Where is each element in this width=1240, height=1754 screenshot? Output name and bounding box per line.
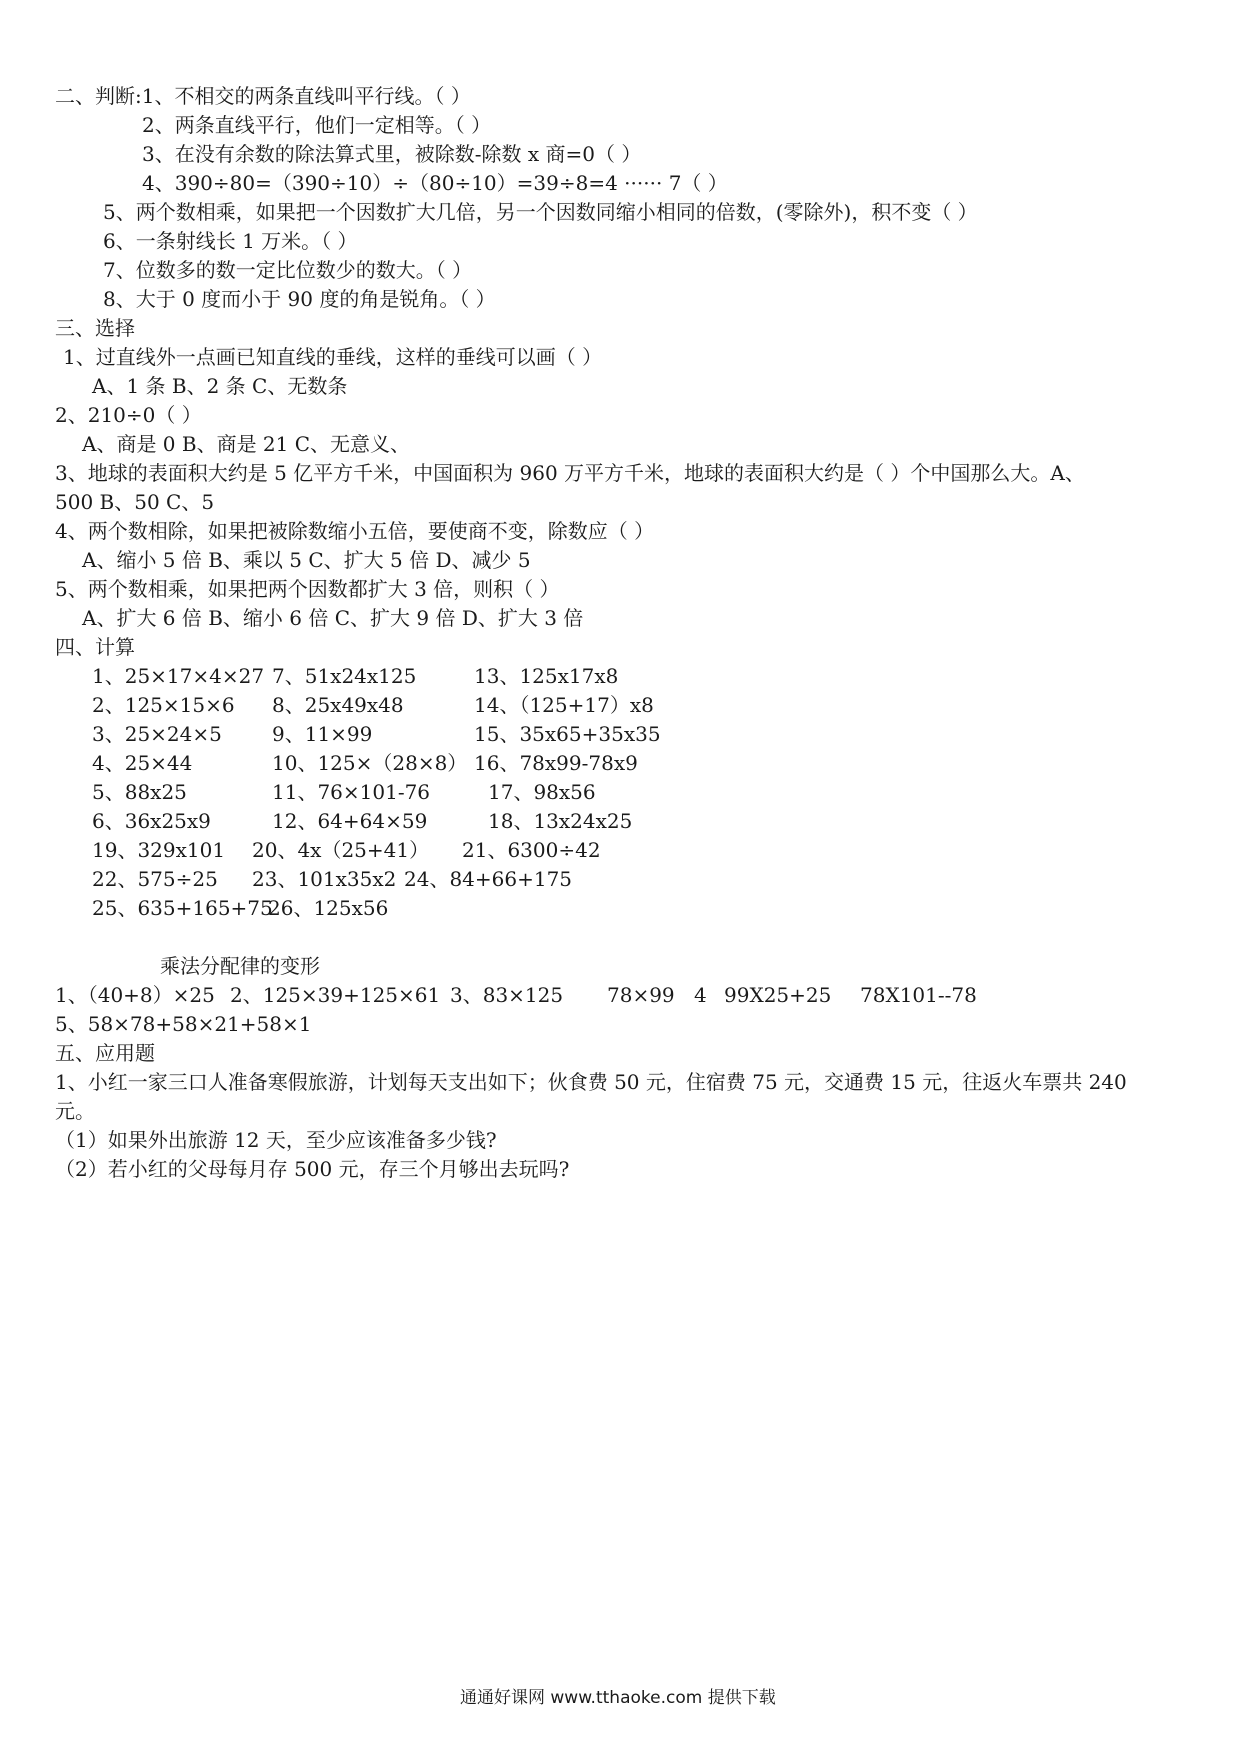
distributive-line2: 5、58×78+58×21+58×1 — [55, 1012, 312, 1036]
judge-q6: 6、一条射线长 1 万米。（ ） — [103, 229, 358, 253]
calc-item: 25、635+165+75 — [92, 896, 273, 920]
judge-q5: 5、两个数相乘，如果把一个因数扩大几倍，另一个因数同缩小相同的倍数，(零除外)，积不变（ ） — [103, 200, 978, 224]
judge-q8: 8、大于 0 度而小于 90 度的角是锐角。（ ） — [103, 287, 496, 311]
calc-item: 16、78x99-78x9 — [474, 751, 638, 775]
calc-item: 24、84+66+175 — [404, 867, 573, 891]
judge-q4: 4、390÷80=（390÷10）÷（80÷10）=39÷8=4 ······ 7（ ） — [142, 171, 728, 195]
calc-item: 6、36x25x9 — [92, 809, 211, 833]
distributive-title: 乘法分配律的变形 — [160, 954, 320, 978]
calc-item: 15、35x65+35x35 — [474, 722, 661, 746]
calc-item: 2、125×15×6 — [92, 693, 235, 717]
calc-item: 19、329x101 — [92, 838, 226, 862]
calc-item: 1、25×17×4×27 — [92, 664, 265, 688]
calc-heading: 四、计算 — [55, 635, 135, 659]
distributive-item: 78X101--78 — [860, 983, 977, 1007]
distributive-item: 2、125×39+125×61 — [230, 983, 441, 1007]
calc-item: 21、6300÷42 — [462, 838, 601, 862]
application-heading: 五、应用题 — [55, 1041, 155, 1065]
choice-q5: 5、两个数相乘，如果把两个因数都扩大 3 倍，则积（ ） — [55, 577, 560, 601]
application-sub2: （2）若小红的父母每月存 500 元，存三个月够出去玩吗? — [55, 1157, 570, 1181]
choice-q3-line1: 3、地球的表面积大约是 5 亿平方千米，中国面积为 960 万平方千米，地球的表面积大约是（ ）个中国那么大。A、 — [55, 461, 1085, 485]
calc-item: 18、13x24x25 — [488, 809, 633, 833]
application-q1-line2: 元。 — [55, 1099, 95, 1123]
calc-item: 4、25×44 — [92, 751, 193, 775]
application-sub1: （1）如果外出旅游 12 天，至少应该准备多少钱? — [55, 1128, 497, 1152]
choice-q1: 1、过直线外一点画已知直线的垂线，这样的垂线可以画（ ） — [63, 345, 603, 369]
distributive-item: 99X25+25 — [724, 983, 832, 1007]
choice-q2: 2、210÷0（ ） — [55, 403, 202, 427]
judge-q7: 7、位数多的数一定比位数少的数大。（ ） — [103, 258, 473, 282]
choice-q2-options: A、商是 0 B、商是 21 C、无意义、 — [82, 432, 411, 456]
application-q1-line1: 1、小红一家三口人准备寒假旅游，计划每天支出如下；伙食费 50 元，住宿费 75 元，交通费 15 元，往返火车票共 240 — [55, 1070, 1127, 1094]
calc-item: 23、101x35x2 — [252, 867, 397, 891]
choice-q5-options: A、扩大 6 倍 B、缩小 6 倍 C、扩大 9 倍 D、扩大 3 倍 — [82, 606, 584, 630]
calc-item: 5、88x25 — [92, 780, 187, 804]
judge-q2: 2、两条直线平行，他们一定相等。（ ） — [142, 113, 492, 137]
calc-item: 7、51x24x125 — [272, 664, 417, 688]
judge-q3: 3、在没有余数的除法算式里，被除数-除数 x 商=0（ ） — [142, 142, 642, 166]
calc-item: 12、64+64×59 — [272, 809, 428, 833]
calc-item: 17、98x56 — [488, 780, 596, 804]
distributive-item: 4 — [694, 983, 707, 1007]
calc-item: 11、76×101-76 — [272, 780, 431, 804]
calc-item: 9、11×99 — [272, 722, 373, 746]
calc-item: 26、125x56 — [268, 896, 389, 920]
distributive-item: 3、83×125 — [450, 983, 564, 1007]
calc-item: 20、4x（25+41） — [252, 838, 430, 862]
judge-heading-q1: 二、判断:1、不相交的两条直线叫平行线。（ ） — [55, 84, 471, 108]
calc-item: 3、25×24×5 — [92, 722, 222, 746]
choice-heading: 三、选择 — [55, 316, 135, 340]
choice-q1-options: A、1 条 B、2 条 C、无数条 — [92, 374, 348, 398]
calc-item: 13、125x17x8 — [474, 664, 619, 688]
distributive-item: 1、（40+8）×25 — [55, 983, 215, 1007]
choice-q4-options: A、缩小 5 倍 B、乘以 5 C、扩大 5 倍 D、减少 5 — [82, 548, 531, 572]
choice-q3-line2: 500 B、50 C、5 — [55, 490, 215, 514]
choice-q4: 4、两个数相除，如果把被除数缩小五倍，要使商不变，除数应（ ） — [55, 519, 655, 543]
calc-item: 10、125×（28×8） — [272, 751, 468, 775]
footer-source: 通通好课网 www.tthaoke.com 提供下载 — [460, 1688, 776, 1708]
calc-item: 8、25x49x48 — [272, 693, 404, 717]
distributive-item: 78×99 — [607, 983, 675, 1007]
calc-item: 22、575÷25 — [92, 867, 218, 891]
calc-item: 14、（125+17）x8 — [474, 693, 654, 717]
